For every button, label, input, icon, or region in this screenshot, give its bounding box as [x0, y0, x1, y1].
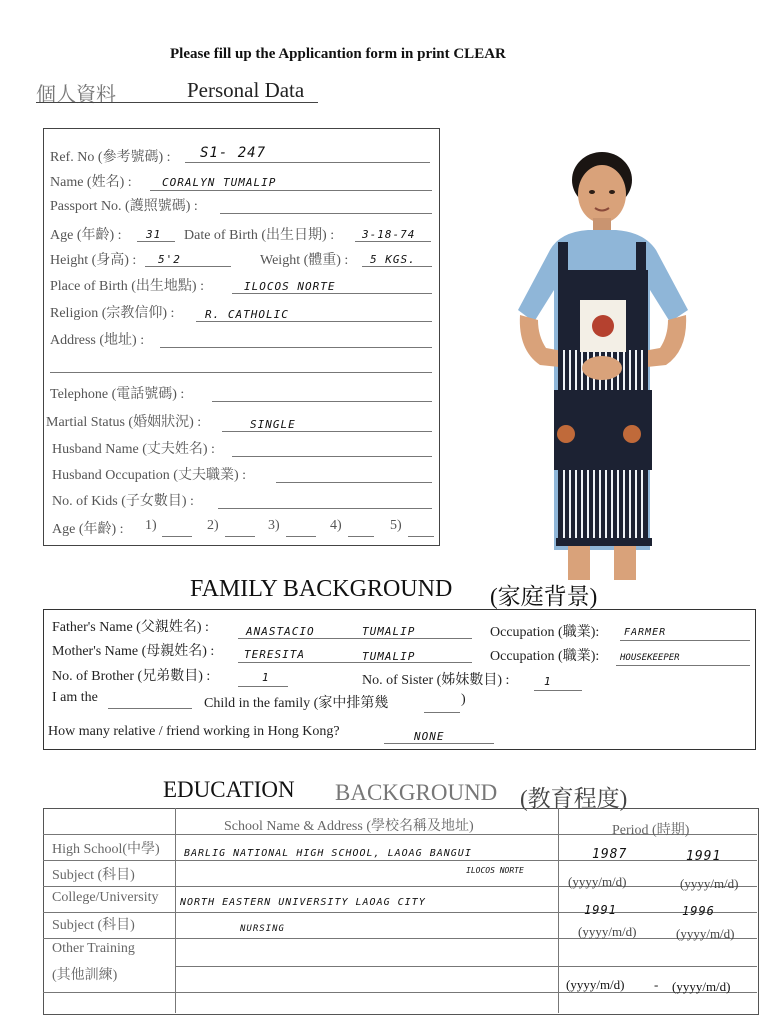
iam-label: I am the: [52, 690, 98, 705]
husband-occ-label: Husband Occupation (丈夫職業) :: [52, 468, 247, 483]
subject-label: Subject (科目): [52, 868, 135, 883]
applicant-photo: [510, 150, 700, 580]
mother-occ-value[interactable]: HOUSEKEEPER: [620, 653, 680, 663]
col-school-header: School Name & Address (學校名稱及地址): [224, 819, 474, 834]
date-format-from: (yyyy/m/d): [568, 874, 627, 889]
hs-to[interactable]: 1991: [686, 849, 722, 864]
education-heading-cn: (教育程度): [520, 786, 628, 811]
brother-value[interactable]: 1: [262, 671, 270, 684]
date-format-to-2: (yyyy/m/d): [676, 926, 735, 941]
date-format-to: (yyyy/m/d): [680, 876, 739, 891]
mother-last[interactable]: TUMALIP: [362, 650, 416, 663]
sister-value[interactable]: 1: [544, 675, 552, 688]
religion-label: Religion (宗教信仰) :: [50, 306, 175, 321]
mother-first[interactable]: TERESITA: [244, 648, 305, 661]
dob-label: Date of Birth (出生日期) :: [184, 228, 335, 243]
weight-label: Weight (體重) :: [260, 253, 349, 268]
kids-age-1: 1): [145, 518, 157, 533]
education-heading: EDUCATION: [163, 777, 295, 802]
date-format-from-3: (yyyy/m/d): [566, 977, 625, 992]
personal-section-en: Personal Data: [187, 78, 305, 102]
kids-age-3: 3): [268, 518, 280, 533]
father-occ-value[interactable]: FARMER: [624, 627, 667, 638]
weight-value[interactable]: 5 KGS.: [370, 253, 416, 266]
family-heading: FAMILY BACKGROUND: [190, 576, 453, 602]
form-instruction: Please fill up the Applicantion form in print CLEAR: [170, 46, 506, 62]
personal-section-cn: 個人資料: [36, 84, 116, 106]
religion-value[interactable]: R. CATHOLIC: [205, 308, 289, 321]
hs-label: High School(中學): [52, 842, 160, 857]
father-last[interactable]: TUMALIP: [362, 625, 416, 638]
address-label: Address (地址) :: [50, 333, 145, 348]
kids-age-label: Age (年齡) :: [52, 522, 124, 537]
col-period-header: Period (時期): [612, 823, 690, 838]
pob-label: Place of Birth (出生地點) :: [50, 279, 204, 294]
ref-value[interactable]: S1- 247: [200, 145, 267, 161]
education-heading-2: BACKGROUND: [335, 780, 498, 805]
father-label: Father's Name (父親姓名) :: [52, 620, 209, 635]
subject2-value[interactable]: NURSING: [240, 924, 285, 934]
college-label: College/University: [52, 890, 159, 905]
hs-value[interactable]: BARLIG NATIONAL HIGH SCHOOL, LAOAG BANGUI: [184, 848, 472, 859]
dob-value[interactable]: 3-18-74: [362, 228, 416, 241]
ref-label: Ref. No (參考號碼) :: [50, 150, 171, 165]
father-occ-label: Occupation (職業):: [490, 625, 600, 640]
other-training-label-cn: (其他訓練): [52, 968, 118, 983]
child-label: Child in the family (家中排第幾: [204, 696, 389, 711]
other-training-label: Other Training: [52, 941, 135, 956]
height-label: Height (身高) :: [50, 253, 137, 268]
college-from[interactable]: 1991: [584, 903, 617, 917]
pob-value[interactable]: ILOCOS NORTE: [244, 280, 336, 293]
sister-label: No. of Sister (姊妹數目) :: [362, 673, 510, 688]
hs-from[interactable]: 1987: [592, 847, 628, 862]
college-value[interactable]: NORTH EASTERN UNIVERSITY LAOAG CITY: [180, 897, 426, 908]
brother-label: No. of Brother (兄弟數目) :: [52, 669, 211, 684]
name-label: Name (姓名) :: [50, 175, 132, 190]
marital-label: Martial Status (婚姻狀況) :: [46, 415, 202, 430]
subject2-label: Subject (科目): [52, 918, 135, 933]
age-label: Age (年齡) :: [50, 228, 122, 243]
passport-label: Passport No. (護照號碼) :: [50, 199, 198, 214]
marital-value[interactable]: SINGLE: [250, 418, 296, 431]
height-value[interactable]: 5'2: [158, 253, 181, 266]
kids-age-4: 4): [330, 518, 342, 533]
family-heading-cn: (家庭背景): [490, 584, 598, 609]
kids-age-2: 2): [207, 518, 219, 533]
age-value[interactable]: 31: [146, 228, 162, 241]
mother-label: Mother's Name (母親姓名) :: [52, 644, 215, 659]
hs-value-2[interactable]: ILOCOS NORTE: [466, 866, 524, 875]
mother-occ-label: Occupation (職業):: [490, 649, 600, 664]
relative-value[interactable]: NONE: [414, 730, 445, 743]
date-format-from-2: (yyyy/m/d): [578, 924, 637, 939]
date-format-to-3: (yyyy/m/d): [672, 979, 731, 994]
kids-label: No. of Kids (子女數目) :: [52, 494, 194, 509]
relative-label: How many relative / friend working in Hong Kong?: [48, 724, 340, 739]
college-to[interactable]: 1996: [682, 904, 715, 918]
section-underline: [36, 102, 318, 103]
date-dash: -: [654, 977, 659, 992]
father-first[interactable]: ANASTACIO: [246, 625, 315, 638]
husband-name-label: Husband Name (丈夫姓名) :: [52, 442, 215, 457]
child-close: ): [461, 692, 466, 707]
telephone-label: Telephone (電話號碼) :: [50, 387, 185, 402]
kids-age-5: 5): [390, 518, 402, 533]
name-value[interactable]: CORALYN TUMALIP: [162, 176, 277, 189]
